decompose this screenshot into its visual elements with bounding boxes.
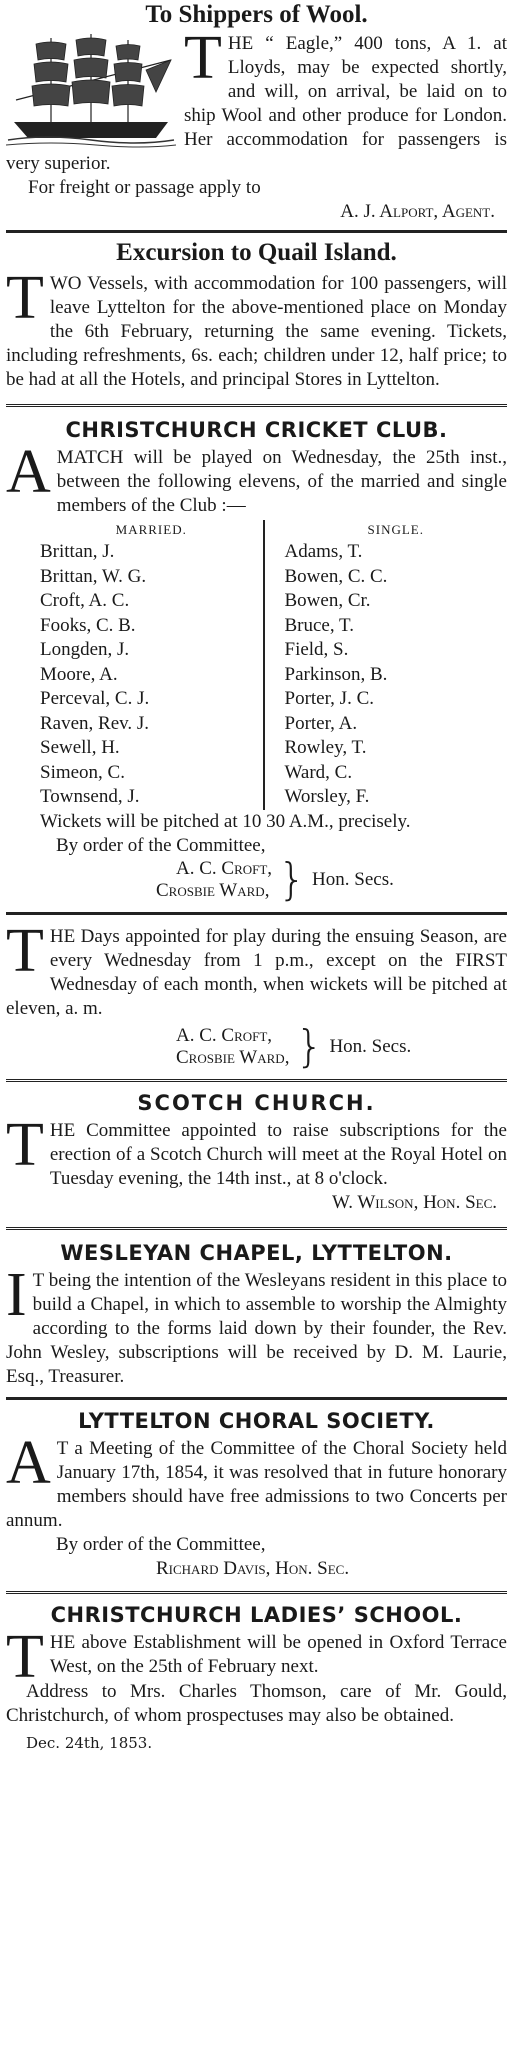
brace-icon: } (295, 1020, 324, 1072)
ad-title: To Shippers of Wool. (145, 1, 368, 28)
ad-shippers-of-wool (6, 0, 507, 224)
roster-entry: Adams, T. (284, 541, 363, 562)
roster-entry: Simeon, C. (40, 761, 125, 783)
roster-entry: Bowen, Cr. (284, 590, 371, 611)
ad-body: THE Committee appointed to raise subscriptions for the erection of a Scotch Church will meet at the Royal Hotel on Tuesday evening, the 14th inst., at 8 o'clock. (6, 1110, 507, 1189)
single-column (263, 520, 508, 810)
drop-cap: T (6, 264, 44, 332)
roster-entry: Brittan, J. (40, 541, 115, 562)
ad-cricket-club (6, 407, 507, 905)
roster-entry: Rowley, T. (284, 737, 367, 758)
ad-scotch-church (6, 1082, 507, 1215)
order-line: By order of the Committee, (56, 834, 266, 856)
secretary-name: A. C. Croft, (176, 1024, 273, 1046)
sailing-ship-icon (6, 30, 176, 148)
secretary-name: Crosbie Ward, (176, 1046, 290, 1068)
wickets-line: Wickets will be pitched at 10 30 A.M., precisely. (40, 810, 411, 832)
ad-date: Dec. 24th, 1853. (26, 1733, 153, 1752)
drop-cap: T (6, 1110, 44, 1179)
ad-title: LYTTELTON CHORAL SOCIETY. (78, 1408, 435, 1433)
roster-entry: Fooks, C. B. (40, 614, 136, 636)
roster-entry: Raven, Rev. J. (40, 712, 150, 734)
ad-body: THE above Establishment will be opened in Oxford Terrace West, on the 25th of February next. (6, 1622, 507, 1691)
ad-title: CHRISTCHURCH CRICKET CLUB. (65, 418, 448, 442)
ad-wesleyan-chapel (6, 1230, 507, 1389)
ad-body: THE “ Eagle,” 400 tons, A 1. at Lloyds, may be expected shortly, and will, on arrival, be laid on to ship Wool and other produce for London. Her accommodation for passengers is very superior. (6, 24, 507, 174)
roster-entry: Moore, A. (40, 663, 118, 685)
roster-entry: Bruce, T. (284, 614, 354, 636)
secretary-name: Crosbie Ward, (156, 879, 270, 901)
ad-body: TWO Vessels, with accommodation for 100 passengers, will leave Lyttelton for the above-mentioned place on Monday the 6th February, returning the same evening. Tickets, including refreshments, 6s. each; children under 12, half price; to be had at all the Hotels, and principal Stores in Lyttelton. (6, 264, 507, 390)
ad-days-appointed (6, 915, 507, 1072)
ad-choral-society (6, 1400, 507, 1581)
ad-signature: Richard Davis, Hon. Sec. (156, 1557, 350, 1579)
roster-entry: Porter, J. C. (284, 688, 374, 709)
address-line: Address to Mrs. Charles Thomson, care of Mr. Gould, Christchurch, of whom prospectuses may also be obtained. (6, 1680, 507, 1726)
roster-entry: Field, S. (284, 639, 349, 660)
single-heading: SINGLE. (367, 522, 424, 537)
married-column (6, 520, 263, 810)
team-roster (6, 520, 507, 810)
roster-entry: Parkinson, B. (284, 663, 388, 685)
secs-label: Hon. Secs. (312, 868, 394, 890)
ad-title: SCOTCH CHURCH. (137, 1090, 376, 1115)
married-heading: MARRIED. (115, 522, 187, 537)
ad-body: I T being the intention of the Wesleyans resident in this place to build a Chapel, in which to assemble to worship the Almighty according to the forms laid down by their founder, the Rev. John Wesley, subscriptions will be received by D. M. Laurie, Esq., Treasurer. (6, 1260, 507, 1387)
ad-title: WESLEYAN CHAPEL, LYTTELTON. (60, 1240, 453, 1265)
roster-entry: Brittan, W. G. (40, 565, 147, 587)
hon-secs-block (6, 853, 507, 905)
roster-entry: Perceval, C. J. (40, 688, 150, 709)
order-line: By order of the Committee, (56, 1533, 266, 1555)
drop-cap: T (6, 1622, 44, 1691)
ad-ladies-school (6, 1594, 507, 1754)
roster-entry: Sewell, H. (40, 737, 120, 758)
ad-apply-line: For freight or passage apply to (28, 177, 261, 198)
roster-entry: Bowen, C. C. (284, 565, 388, 587)
ad-body: A T a Meeting of the Committee of the Choral Society held January 17th, 1854, it was resolved that in future honorary members should have free admissions to two Concerts per annum. (6, 1428, 507, 1531)
roster-entry: Longden, J. (40, 639, 130, 660)
drop-cap: A (6, 1428, 51, 1497)
ad-body: AMATCH will be played on Wednesday, the 25th inst., between the following elevens, of the married and single members of the Club :— (6, 438, 507, 516)
hon-secs-block (6, 1020, 507, 1072)
ad-signature: W. Wilson, Hon. Sec. (332, 1191, 497, 1213)
brace-icon: } (278, 853, 307, 905)
drop-cap: I (6, 1260, 27, 1329)
roster-entry: Croft, A. C. (40, 590, 130, 611)
secs-label: Hon. Secs. (329, 1035, 412, 1057)
roster-entry: Townsend, J. (40, 786, 140, 807)
roster-entry: Ward, C. (284, 761, 353, 783)
roster-entry: Worsley, F. (284, 786, 370, 807)
ad-body: THE Days appointed for play during the ensuing Season, are every Wednesday from 1 p.m., except on the FIRST Wednesday of each month, when wickets will be pitched at eleven, a. m. (6, 916, 507, 1019)
drop-cap: T (184, 24, 222, 92)
drop-cap: T (6, 916, 44, 985)
roster-entry: Porter, A. (284, 712, 358, 734)
ad-title: Excursion to Quail Island. (116, 239, 397, 266)
ad-signature: A. J. Alport, Agent. (340, 201, 495, 222)
secretary-name: A. C. Croft, (176, 857, 273, 879)
ad-quail-island (6, 233, 507, 392)
ad-title: CHRISTCHURCH LADIES’ SCHOOL. (50, 1602, 463, 1627)
drop-cap: A (6, 438, 51, 506)
